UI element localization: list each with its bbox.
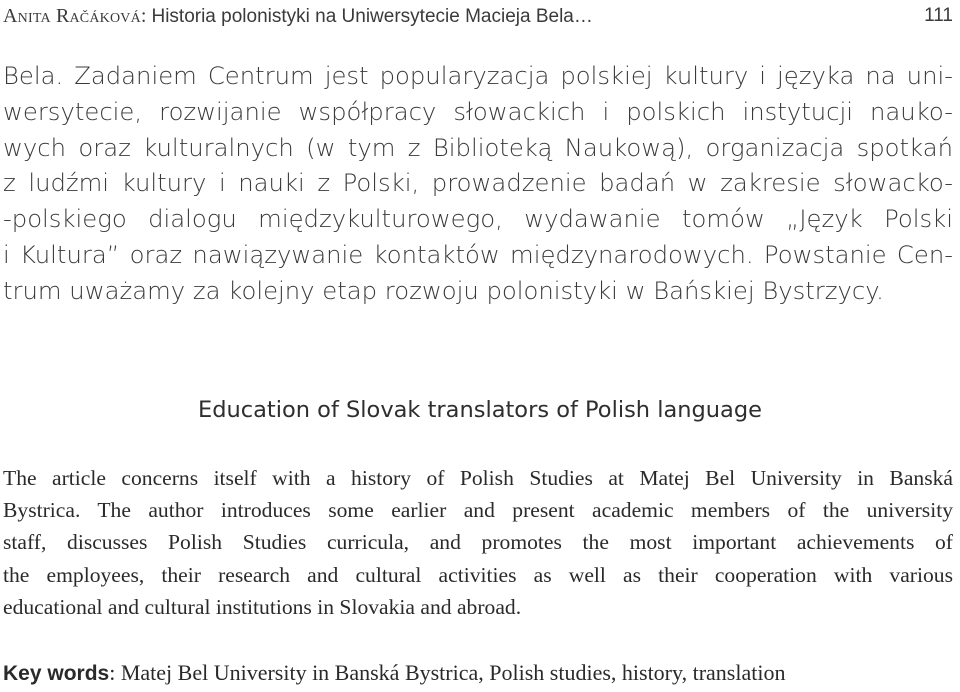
summary-line: Bystrica. The author introduces some earlier and present academic members of the university xyxy=(3,498,953,523)
body-paragraph xyxy=(3,58,953,309)
summary-line: educational and cultural institutions in Slovakia and abroad. xyxy=(3,594,522,619)
keywords-value: Matej Bel University in Banská Bystrica, Polish studies, history, translation xyxy=(120,660,786,685)
body-line: trum uważamy za kolejny etap rozwoju polonistyki w Bańskiej Bystrzycy. xyxy=(3,275,884,305)
body-line: wych oraz kulturalnych (w tym z Biblioteką Naukową), organizacja spotkań xyxy=(3,132,953,162)
body-line: -polskiego dialogu międzykulturowego, wydawanie tomów „Język Polski xyxy=(3,204,953,234)
summary-title: Education of Slovak translators of Polish language xyxy=(198,397,762,423)
body-line: z ludźmi kultury i nauki z Polski, prowadzenie badań w zakresie słowacko- xyxy=(3,168,953,198)
running-head-author: Anita Račáková xyxy=(3,5,141,27)
body-line: wersytecie, rozwijanie współpracy słowackich i polskich instytucji nauko- xyxy=(3,96,953,126)
body-line: Bela. Zadaniem Centrum jest popularyzacja polskiej kultury i języka na uni- xyxy=(3,61,953,90)
summary-abstract xyxy=(3,462,953,623)
keywords xyxy=(3,655,953,692)
running-head-separator: : xyxy=(140,5,152,27)
body-line: i Kultura” oraz nawiązywanie kontaktów międzynarodowych. Powstanie Cen- xyxy=(3,239,953,269)
keywords-label: Key words xyxy=(3,662,110,685)
page-number: 111 xyxy=(924,5,953,26)
summary-line: The article concerns itself with a history of Polish Studies at Matej Bel University in Banská xyxy=(3,466,953,490)
running-head xyxy=(3,0,953,32)
summary-line: staff, discusses Polish Studies curricula, and promotes the most important achievements of xyxy=(3,530,953,555)
summary-line: the employees, their research and cultural activities as well as their cooperation with various xyxy=(3,562,953,587)
running-head-title: Historia polonistyki na Uniwersytecie Macieja Bela… xyxy=(151,6,593,27)
keywords-separator: : xyxy=(109,660,121,685)
